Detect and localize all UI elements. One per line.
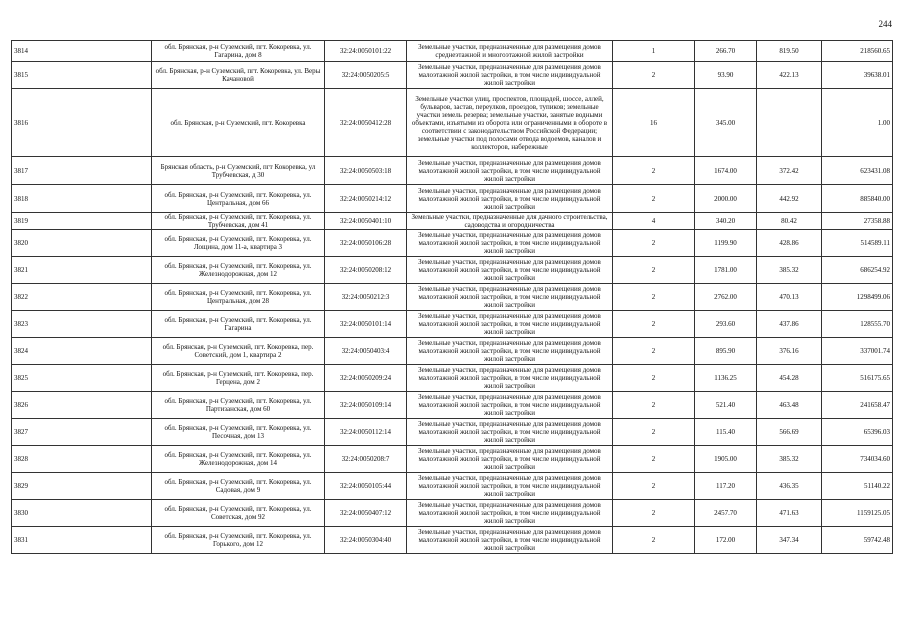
- cadastral-number-cell: 32:24:0050208:7: [325, 446, 407, 473]
- cadastral-value-cell: 59742.48: [822, 527, 893, 554]
- cadastral-value-cell: 27358.88: [822, 213, 893, 230]
- cadastral-number-cell: 32:24:0050109:14: [325, 392, 407, 419]
- use-group-cell: 2: [613, 473, 695, 500]
- specific-value-cell: [757, 89, 822, 157]
- row-number: 3820: [12, 230, 152, 257]
- cadastral-number-cell: 32:24:0050412:28: [325, 89, 407, 157]
- table-row: [12, 473, 893, 500]
- address-cell: обл. Брянская, р-н Суземский, пгт. Кокоревка, ул. Гагарина, дом 8: [152, 41, 325, 62]
- row-number: 3823: [12, 311, 152, 338]
- use-group-cell: 2: [613, 257, 695, 284]
- use-group-cell: 2: [613, 500, 695, 527]
- land-use-cell: Земельные участки, предназначенные для размещения домов малоэтажной жилой застройки, в том числе индивидуальной жилой застройки: [407, 185, 613, 213]
- row-number: 3821: [12, 257, 152, 284]
- row-number: 3827: [12, 419, 152, 446]
- table-row: [12, 500, 893, 527]
- use-group-cell: 2: [613, 446, 695, 473]
- row-number: 3817: [12, 157, 152, 185]
- land-use-cell: Земельные участки, предназначенные для размещения домов малоэтажной жилой застройки, в том числе индивидуальной жилой застройки: [407, 365, 613, 392]
- address-cell: обл. Брянская, р-н Суземский, пгт. Кокоревка, ул. Центральная, дом 66: [152, 185, 325, 213]
- land-use-cell: Земельные участки, предназначенные для размещения домов малоэтажной жилой застройки, в том числе индивидуальной жилой застройки: [407, 311, 613, 338]
- row-number: 3815: [12, 62, 152, 89]
- row-number: 3816: [12, 89, 152, 157]
- table-row: [12, 62, 893, 89]
- table-row: [12, 257, 893, 284]
- area-cell: 2762.00: [695, 284, 757, 311]
- specific-value-cell: 454.28: [757, 365, 822, 392]
- land-use-cell: Земельные участки, предназначенные для размещения домов среднеэтажной и многоэтажной жилой застройки: [407, 41, 613, 62]
- cadastral-value-cell: 516175.65: [822, 365, 893, 392]
- specific-value-cell: 422.13: [757, 62, 822, 89]
- land-use-cell: Земельные участки, предназначенные для размещения домов малоэтажной жилой застройки, в том числе индивидуальной жилой застройки: [407, 230, 613, 257]
- specific-value-cell: 471.63: [757, 500, 822, 527]
- cadastral-number-cell: 32:24:0050205:5: [325, 62, 407, 89]
- row-number: 3825: [12, 365, 152, 392]
- cadastral-number-cell: 32:24:0050212:3: [325, 284, 407, 311]
- address-cell: обл. Брянская, р-н Суземский, пгт. Кокоревка, ул. Песочная, дом 13: [152, 419, 325, 446]
- cadastral-value-cell: 885840.00: [822, 185, 893, 213]
- specific-value-cell: 428.86: [757, 230, 822, 257]
- cadastral-value-cell: 65396.03: [822, 419, 893, 446]
- land-use-cell: Земельные участки, предназначенные для размещения домов малоэтажной жилой застройки, в том числе индивидуальной жилой застройки: [407, 446, 613, 473]
- use-group-cell: 2: [613, 157, 695, 185]
- area-cell: 340.20: [695, 213, 757, 230]
- use-group-cell: 2: [613, 365, 695, 392]
- row-number: 3822: [12, 284, 152, 311]
- address-cell: обл. Брянская, р-н Суземский, пгт. Кокоревка, пер. Советский, дом 1, квартира 2: [152, 338, 325, 365]
- address-cell: обл. Брянская, р-н Суземский, пгт. Кокоревка, ул. Железнодорожная, дом 12: [152, 257, 325, 284]
- area-cell: 115.40: [695, 419, 757, 446]
- specific-value-cell: 566.69: [757, 419, 822, 446]
- use-group-cell: 1: [613, 41, 695, 62]
- specific-value-cell: 372.42: [757, 157, 822, 185]
- use-group-cell: 2: [613, 527, 695, 554]
- area-cell: 1781.00: [695, 257, 757, 284]
- use-group-cell: 4: [613, 213, 695, 230]
- table-row: [12, 365, 893, 392]
- cadastral-number-cell: 32:24:0050401:10: [325, 213, 407, 230]
- cadastral-number-cell: 32:24:0050403:4: [325, 338, 407, 365]
- use-group-cell: 2: [613, 338, 695, 365]
- cadastral-value-cell: 514589.11: [822, 230, 893, 257]
- area-cell: 895.90: [695, 338, 757, 365]
- cadastral-value-cell: 734034.60: [822, 446, 893, 473]
- table-row: [12, 392, 893, 419]
- address-cell: обл. Брянская, р-н Суземский, пгт. Кокоревка, ул. Партизанская, дом 60: [152, 392, 325, 419]
- area-cell: 1136.25: [695, 365, 757, 392]
- cadastral-number-cell: 32:24:0050209:24: [325, 365, 407, 392]
- page-number: 244: [878, 19, 892, 29]
- cadastral-number-cell: 32:24:0050304:40: [325, 527, 407, 554]
- row-number: 3829: [12, 473, 152, 500]
- land-use-cell: Земельные участки, предназначенные для размещения домов малоэтажной жилой застройки, в том числе индивидуальной жилой застройки: [407, 473, 613, 500]
- address-cell: обл. Брянская, р-н Суземский, пгт. Кокоревка: [152, 89, 325, 157]
- table-row: [12, 419, 893, 446]
- cadastral-number-cell: 32:24:0050101:22: [325, 41, 407, 62]
- area-cell: 117.20: [695, 473, 757, 500]
- land-use-cell: Земельные участки, предназначенные для размещения домов малоэтажной жилой застройки, в том числе индивидуальной жилой застройки: [407, 419, 613, 446]
- table-row: [12, 185, 893, 213]
- cadastral-value-cell: 1.00: [822, 89, 893, 157]
- address-cell: обл. Брянская, р-н Суземский, пгт. Кокоревка, ул. Лощина, дом 11-а, квартира 3: [152, 230, 325, 257]
- address-cell: обл. Брянская, р-н Суземский, пгт. Кокоревка, ул. Советская, дом 92: [152, 500, 325, 527]
- cadastral-value-cell: 686254.92: [822, 257, 893, 284]
- row-number: 3824: [12, 338, 152, 365]
- cadastral-number-cell: 32:24:0050101:14: [325, 311, 407, 338]
- table-row: [12, 446, 893, 473]
- cadastral-number-cell: 32:24:0050208:12: [325, 257, 407, 284]
- area-cell: 1674.00: [695, 157, 757, 185]
- area-cell: 521.40: [695, 392, 757, 419]
- cadastral-number-cell: 32:24:0050112:14: [325, 419, 407, 446]
- specific-value-cell: 385.32: [757, 446, 822, 473]
- land-use-cell: Земельные участки, предназначенные для дачного строительства, садоводства и огородничества: [407, 213, 613, 230]
- cadastral-value-cell: 51140.22: [822, 473, 893, 500]
- area-cell: 266.70: [695, 41, 757, 62]
- cadastral-number-cell: 32:24:0050407:12: [325, 500, 407, 527]
- table-row: [12, 338, 893, 365]
- cadastral-value-cell: 128555.70: [822, 311, 893, 338]
- table-row: [12, 527, 893, 554]
- use-group-cell: 2: [613, 185, 695, 213]
- cadastral-value-cell: 39638.01: [822, 62, 893, 89]
- specific-value-cell: 347.34: [757, 527, 822, 554]
- cadastral-number-cell: 32:24:0050214:12: [325, 185, 407, 213]
- land-use-cell: Земельные участки, предназначенные для размещения домов малоэтажной жилой застройки, в том числе индивидуальной жилой застройки: [407, 157, 613, 185]
- land-use-cell: Земельные участки, предназначенные для размещения домов малоэтажной жилой застройки, в том числе индивидуальной жилой застройки: [407, 392, 613, 419]
- cadastral-value-cell: 241658.47: [822, 392, 893, 419]
- specific-value-cell: 470.13: [757, 284, 822, 311]
- cadastral-number-cell: 32:24:0050503:18: [325, 157, 407, 185]
- cadastral-value-cell: 1159125.05: [822, 500, 893, 527]
- land-use-cell: Земельные участки, предназначенные для размещения домов малоэтажной жилой застройки, в том числе индивидуальной жилой застройки: [407, 500, 613, 527]
- table-row: [12, 284, 893, 311]
- cadastral-value-cell: 623431.08: [822, 157, 893, 185]
- row-number: 3819: [12, 213, 152, 230]
- specific-value-cell: 442.92: [757, 185, 822, 213]
- specific-value-cell: 80.42: [757, 213, 822, 230]
- table-row: [12, 213, 893, 230]
- land-plot-table: [11, 40, 893, 554]
- row-number: 3814: [12, 41, 152, 62]
- land-use-cell: Земельные участки, предназначенные для размещения домов малоэтажной жилой застройки, в том числе индивидуальной жилой застройки: [407, 62, 613, 89]
- address-cell: обл. Брянская, р-н Суземский, пгт. Кокоревка, ул. Трубчевская, дом 41: [152, 213, 325, 230]
- land-use-cell: Земельные участки улиц, проспектов, площадей, шоссе, аллей, бульваров, застав, переулков, проездов, тупиков; земельные участки земель резерва; земельные участки, занятые водными объектами, изъятыми из оборота или ограниченными в обороте в соответствии с законодательством Российской Федерации; земельные участки под полосами отвода водоемов, каналов и коллекторов, набережные: [407, 89, 613, 157]
- row-number: 3828: [12, 446, 152, 473]
- land-use-cell: Земельные участки, предназначенные для размещения домов малоэтажной жилой застройки, в том числе индивидуальной жилой застройки: [407, 527, 613, 554]
- table-row: [12, 89, 893, 157]
- area-cell: 2000.00: [695, 185, 757, 213]
- cadastral-value-cell: 337001.74: [822, 338, 893, 365]
- area-cell: 172.00: [695, 527, 757, 554]
- land-use-cell: Земельные участки, предназначенные для размещения домов малоэтажной жилой застройки, в том числе индивидуальной жилой застройки: [407, 257, 613, 284]
- address-cell: обл. Брянская, р-н Суземский, пгт. Кокоревка, пер. Герцена, дом 2: [152, 365, 325, 392]
- land-use-cell: Земельные участки, предназначенные для размещения домов малоэтажной жилой застройки, в том числе индивидуальной жилой застройки: [407, 338, 613, 365]
- cadastral-value-cell: 218560.65: [822, 41, 893, 62]
- area-cell: 1905.00: [695, 446, 757, 473]
- use-group-cell: 16: [613, 89, 695, 157]
- row-number: 3818: [12, 185, 152, 213]
- specific-value-cell: 437.86: [757, 311, 822, 338]
- area-cell: 345.00: [695, 89, 757, 157]
- address-cell: обл. Брянская, р-н Суземский, пгт. Кокоревка, ул. Садовая, дом 9: [152, 473, 325, 500]
- cadastral-number-cell: 32:24:0050105:44: [325, 473, 407, 500]
- specific-value-cell: 376.16: [757, 338, 822, 365]
- address-cell: обл. Брянская, р-н Суземский, пгт. Кокоревка, ул. Горького, дом 12: [152, 527, 325, 554]
- row-number: 3831: [12, 527, 152, 554]
- use-group-cell: 2: [613, 284, 695, 311]
- area-cell: 293.60: [695, 311, 757, 338]
- cadastral-number-cell: 32:24:0050106:28: [325, 230, 407, 257]
- area-cell: 93.90: [695, 62, 757, 89]
- table-row: [12, 157, 893, 185]
- table-body: [12, 41, 893, 554]
- use-group-cell: 2: [613, 419, 695, 446]
- table-row: [12, 230, 893, 257]
- use-group-cell: 2: [613, 62, 695, 89]
- use-group-cell: 2: [613, 311, 695, 338]
- specific-value-cell: 436.35: [757, 473, 822, 500]
- address-cell: обл. Брянская, р-н Суземский, пгт. Кокоревка, ул. Веры Качановой: [152, 62, 325, 89]
- address-cell: обл. Брянская, р-н Суземский, пгт. Кокоревка, ул. Центральная, дом 28: [152, 284, 325, 311]
- address-cell: обл. Брянская, р-н Суземский, пгт. Кокоревка, ул. Железнодорожная, дом 14: [152, 446, 325, 473]
- area-cell: 1199.90: [695, 230, 757, 257]
- specific-value-cell: 385.32: [757, 257, 822, 284]
- table-row: [12, 311, 893, 338]
- row-number: 3830: [12, 500, 152, 527]
- use-group-cell: 2: [613, 230, 695, 257]
- use-group-cell: 2: [613, 392, 695, 419]
- address-cell: обл. Брянская, р-н Суземский, пгт. Кокоревка, ул. Гагарина: [152, 311, 325, 338]
- row-number: 3826: [12, 392, 152, 419]
- specific-value-cell: 463.48: [757, 392, 822, 419]
- address-cell: Брянская область, р-н Суземский, пгт Кокоревка, ул Трубчевская, д 30: [152, 157, 325, 185]
- specific-value-cell: 819.50: [757, 41, 822, 62]
- land-use-cell: Земельные участки, предназначенные для размещения домов малоэтажной жилой застройки, в том числе индивидуальной жилой застройки: [407, 284, 613, 311]
- cadastral-value-cell: 1298499.06: [822, 284, 893, 311]
- area-cell: 2457.70: [695, 500, 757, 527]
- table-row: [12, 41, 893, 62]
